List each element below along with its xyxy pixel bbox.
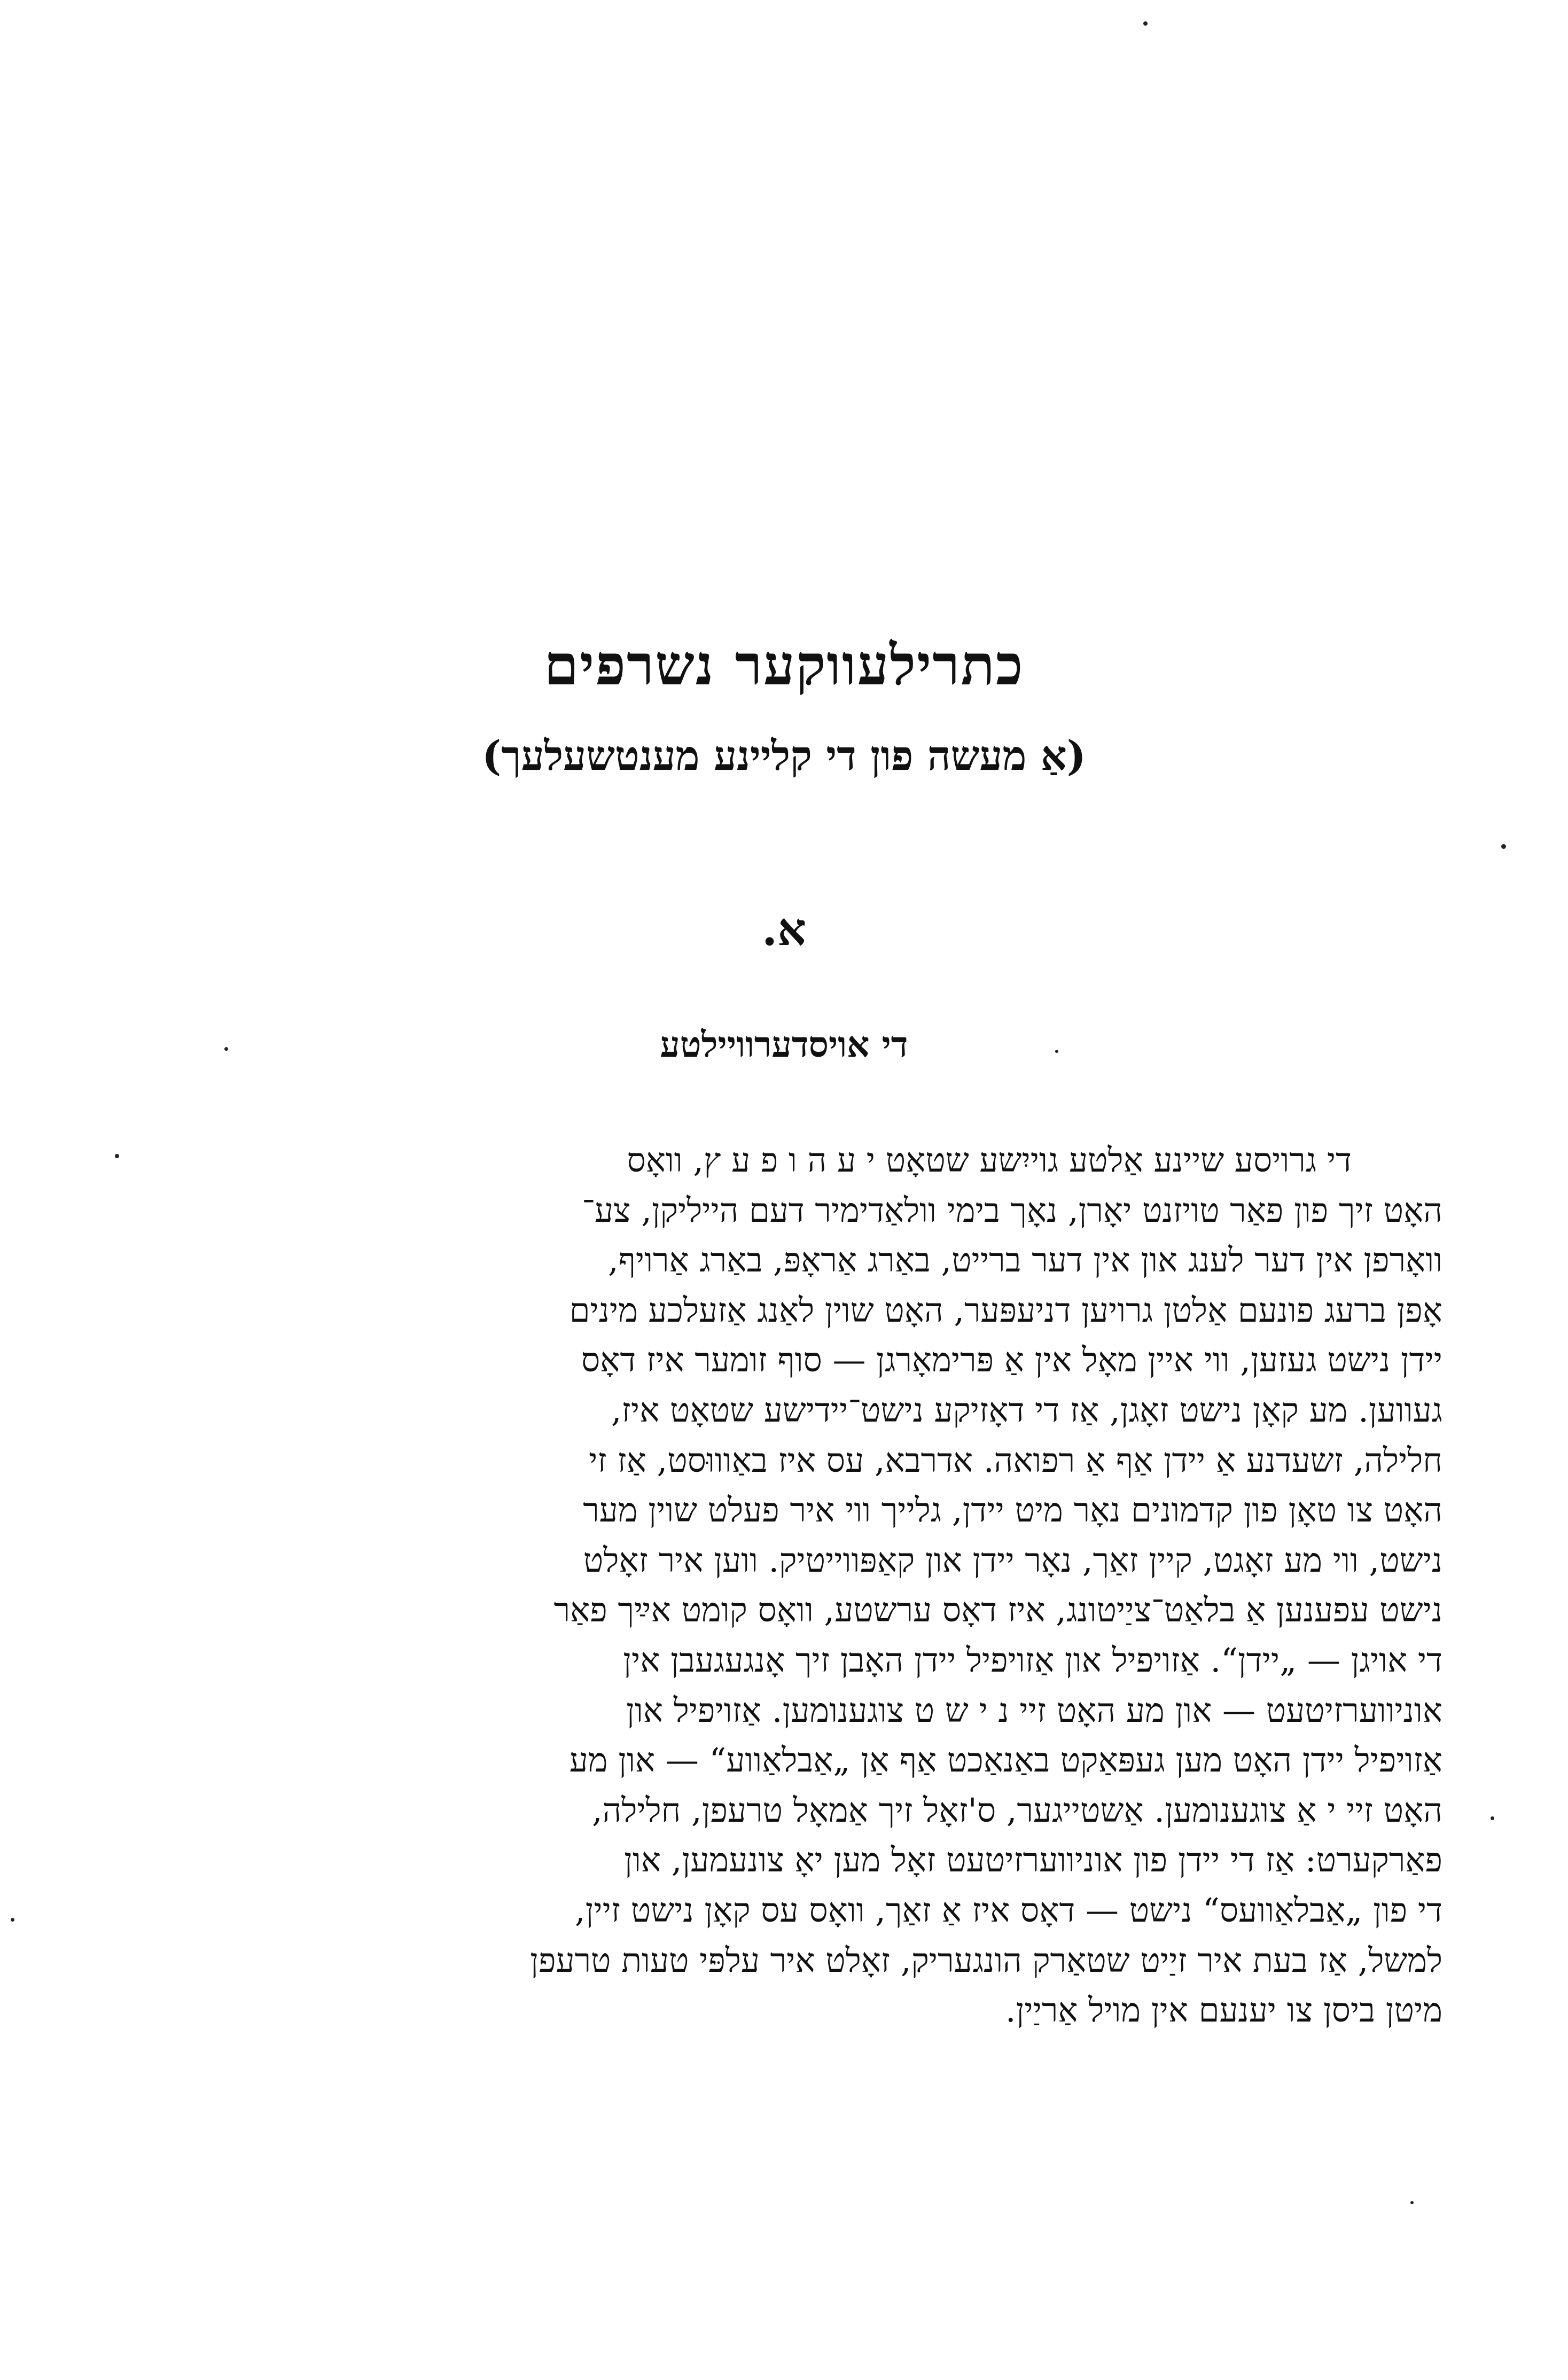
body-paragraph: [128, 1135, 1442, 2035]
text-line: וואָרפן אין דער לענג און אין דער ברייט, באַרג אַראָפּ, באַרג אַרויף,: [608, 1240, 1442, 1280]
text-line: נישט, ווי מע זאָגט, קיין זאַך, נאָר יידן און קאַפּווייטיק. ווען איר זאָלט: [583, 1540, 1442, 1580]
text-line: חלילה, זשעדנע אַ יידן אַף אַ רפואה. אדרבא, עס איז באַוווּסט, אַז זי: [589, 1440, 1442, 1480]
section-heading: די אויסדערוויילטע: [660, 1024, 908, 1065]
text-line: די גרויסע שיינע אַלטע גוייִשע שטאָט י ע ה ו פ ע ץ, וואָס: [627, 1141, 1352, 1180]
text-line: האָט זיי י אַ צוגענומען. אַשטייגער, ס'זאָל זיך אַמאָל טרעפן, חלילה,: [592, 1790, 1442, 1830]
scan-speck: [1143, 21, 1148, 26]
text-line: יידן נישט געזען, ווי איין מאָל אין אַ פּרימאָרגן — סוף זומער איז דאָס: [581, 1340, 1442, 1380]
chapter-title: כתרילעווקער נשרפים: [544, 632, 1024, 698]
text-line: די אויגן — „יידן“. אַזויפיל און אַזויפיל יידן האָבן זיך אָנגעגעבן אין: [623, 1640, 1442, 1680]
section-number: א.: [761, 903, 807, 956]
text-line: מיטן ביסן צו יענעם אין מויל אַריַין.: [1005, 1991, 1442, 2030]
text-line: פאַרקערט: אַז די יידן פון אוניווערזיטעט זאָל מען יאָ צונעמען, און: [624, 1840, 1442, 1880]
scan-speck: [115, 1154, 119, 1158]
chapter-subtitle: (אַ מעשה פון די קליינע מענטשעלעך): [482, 732, 1086, 779]
scan-speck: [224, 1047, 228, 1051]
scan-speck: [1055, 1050, 1058, 1053]
text-line: למשל, אַז בעת איר זיַיט שטאַרק הונגעריק, זאָלט איר עלפּי טעות טרעפן: [530, 1940, 1442, 1980]
text-line: האָט צו טאָן פון קדמונים נאָר מיט יידן, גלייך ווי איר פעלט שוין מער: [583, 1491, 1442, 1530]
text-line: נישט עפענען אַ בלאַט־ציַיטונג, איז דאָס ערשטע, וואָס קומט אײַך פאַר: [553, 1590, 1442, 1630]
scan-speck: [1410, 2201, 1414, 2204]
text-line: אוניווערזיטעט — און מע האָט זיי נ י ש ט צוגענומען. אַזויפיל און: [626, 1690, 1442, 1730]
text-line: געווען. מע קאָן נישט זאָגן, אַז די דאָזיקע נישט־יידישע שטאָט איז,: [611, 1390, 1442, 1430]
text-line: האָט זיך פון פאַר טויזנט יאָרן, נאָך בימי וולאַדימיר דעם הייליקן, צע־: [582, 1190, 1442, 1230]
text-line: אַזויפיל יידן האָט מען געפּאַקט באַנאַכט אַף אַן „אַבלאַווע“ — און מע: [569, 1741, 1442, 1780]
text-line: די פון „אַבלאַוועס“ נישט — דאָס איז אַ זאַך, וואָס עס קאָן נישט זיין,: [574, 1890, 1442, 1930]
scan-speck: [1491, 1816, 1494, 1820]
scan-speck: [11, 1918, 14, 1922]
scan-speck: [1501, 844, 1506, 849]
text-line: אָפן ברעג פונעם אַלטן גרויען דניעפּער, האָט שוין לאַנג אַזעלכע מינים: [569, 1290, 1442, 1330]
